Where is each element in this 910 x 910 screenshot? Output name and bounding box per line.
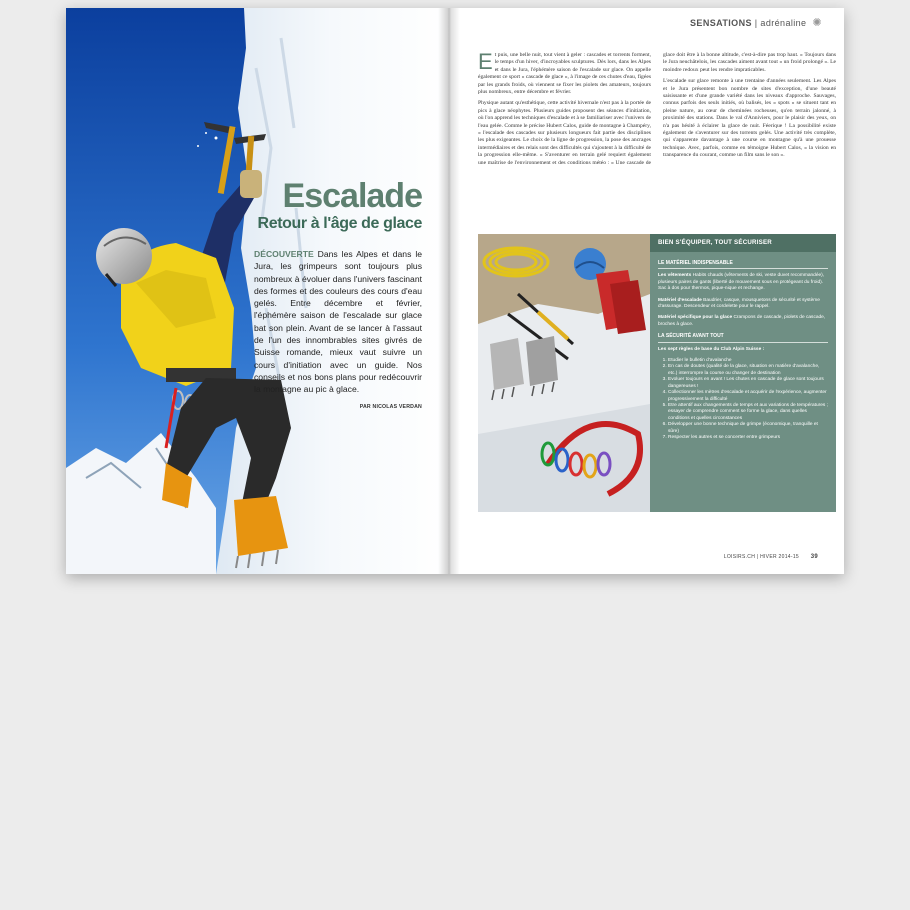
sidebar-section-title: LE MATÉRIEL INDISPENSABLE <box>658 260 828 269</box>
list-item: 2. En cas de doutes (qualité de la glace, situation en matière d'avalanche, etc.) interrompre la course ou changer de destination <box>668 364 828 377</box>
lead-text: Dans les Alpes et dans le Jura, les grimpeurs sont toujours plus nombreux à évoluer dans l'univers fascinant des formes et des couleurs des cours d'eau gelés. Entre décembre et février, l'éphémère saison de l'escalade sur glace bat son plein. Avant de se lancer à l'assaut de l'un des innombrables sites givrés de Suisse romande, mieux vaut suivre un cours d'initiation avec un guide. Nos conseils et nos bons plans pour redécouvrir la montagne au pic à glace. <box>254 249 423 395</box>
sidebar-item: Les vêtements Habits chauds (vêtements de ski, veste duvet recommandée), plusieurs paires de gants (liberté de mouvement sous en protégeant du froid). Sac à dos pour thermos, pique-nique et rechange. <box>658 273 825 292</box>
right-page <box>448 8 844 574</box>
left-page <box>66 8 448 574</box>
rules-intro: Les sept règles de base du Club Alpin Suisse : <box>658 346 765 352</box>
rubric-divider: | <box>754 18 761 28</box>
list-item: 4. Collectionner les mètres d'escalade et acquérir de l'expérience, augmenter progressivement la difficulté <box>668 390 828 403</box>
list-item: 7. Respecter les autres et se concerter entre grimpeurs <box>668 435 828 441</box>
rules-list <box>658 358 828 441</box>
body-paragraph: Et puis, une belle nuit, tout vient à geler : cascades et torrents forment, le temps d'un hiver, d'incroyables sculptures. Dès lors, dans les Alpes et dans le Jura, l'éphémère saison de l'escalade sur glace. On appelle également ce sport « cascade de glace », à l'image de ces chutes d'eau, figées par les grands froids, où viennent se fixer les piolets des amateurs, toujours plus nombreux, entre décembre et février. <box>478 49 651 96</box>
rubric-sub: adrénaline <box>760 18 807 28</box>
article-title: Escalade <box>282 177 422 215</box>
footer-text: LOISIRS.CH | HIVER 2014-15 <box>723 554 800 560</box>
sidebar-item: Matériel spécifique pour la glace Crampons de cascade, piolets de cascade, broches à glace. <box>658 315 826 327</box>
article-body <box>478 49 836 232</box>
intro-block <box>254 178 422 410</box>
magazine-spread <box>66 8 844 574</box>
rubric-section: SENSATIONS <box>690 18 752 28</box>
page-footer <box>724 554 818 560</box>
sidebar-section-title: LA SÉCURITÉ AVANT TOUT <box>658 333 828 342</box>
list-item: 1. Etudier le bulletin d'avalanche <box>668 358 828 364</box>
equipment-photo <box>478 234 650 512</box>
lead-paragraph <box>254 248 422 396</box>
list-item: 3. Evoluer toujours en avant ! Les chutes en cascade de glace sont toujours dangereuses ! <box>668 377 828 390</box>
sidebar-content <box>650 252 836 441</box>
sidebar-item: Matériel d'escalade Baudrier, casque, mousquetons de sécurité et système d'assurage. Descendeur et cordelette pour le rappel. <box>658 297 820 310</box>
section-rubric <box>690 16 822 29</box>
drop-cap: E <box>478 49 493 74</box>
page-number: 39 <box>810 554 818 560</box>
sun-icon: ✺ <box>812 17 822 29</box>
kicker-label: DÉCOUVERTE <box>254 249 314 259</box>
equipment-sidebar <box>650 234 836 512</box>
sidebar-title: BIEN S'ÉQUIPER, TOUT SÉCURISER <box>650 234 836 252</box>
article-subtitle: Retour à l'âge de glace <box>257 215 422 232</box>
body-paragraph: L'escalade sur glace remonte à une trentaine d'années seulement. Les Alpes et le Jura présentent bon nombre de sites d'exception, d'une beauté saisissante et d'une grande variété dans les niveaux d'approche. Sauvages, connus parfois des seuls initiés, où balisés, les « spots » se situent tant en pleine nature, au cœur de cheminées rocheuses, qu'en terrain jalonné, à proximité des stations. Dans le val d'Anniviers, pour le plaisir des yeux, on n'a pas hésité à éclairer la glace de nuit. Féerique ! La possibilité existe également de s'aventurer sur des torrents gelés. Une activité très complète, qui s'apparente davantage à une course en montagne qu'à une prouesse technique. Avec, parfois, comme en témoigne Hubert Calos, « la vision en transparence du courant, comme un film sans le son ». <box>663 78 836 159</box>
list-item: 5. Etre attentif aux changements de temps et aux variations de températures ; essayer de comprendre comment se forme la glace, dans quelles conditions et quelles circonstances <box>668 403 828 422</box>
byline: PAR NICOLAS VERDAN <box>359 403 422 410</box>
body-paragraph: Physique autant qu'esthétique, cette activité hivernale n'est pas à la portée de pics à glace néophytes. Plusieurs guides proposent des séances d'initiation, où l'on apprend les techniques d'escalade et à se familiariser avec l'univers de l'eau gelée. Comme le précise Hubert Calos, guide de montagne à Champéry, « l'escalade des cascades sur plusieurs longueurs fait partie des disciplines les plus exigeantes. Le choix de la ligne de progression, la pose des ancrages intermédiaires et des relais sont des difficultés qui s'ajoutent à la difficulté de la progression elle-même. » S'aventurer en terrain gelé requiert également une maîtrise de l'environnement et des conditions météo : « Une cascade de glace doit être à la bonne altitude, c'est-à-dire pas trop haut. » Toujours dans le Jura neuchâtelois, les cascades aiment avant tout « un froid prolongé ». Le moindre redoux peut les rendre impraticables. <box>478 52 836 166</box>
list-item: 6. Développer une bonne technique de grimpe (économique, tranquille et sûre) <box>668 422 828 435</box>
